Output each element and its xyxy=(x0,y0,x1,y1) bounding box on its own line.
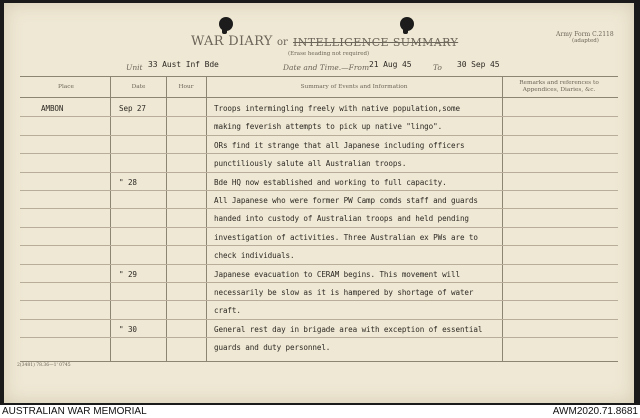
footer-institution: AUSTRALIAN WAR MEMORIAL xyxy=(2,406,147,417)
entry-summary-line: Troops intermingling freely with native population,some xyxy=(214,104,460,113)
row-rule xyxy=(20,135,618,136)
row-rule xyxy=(20,245,618,246)
column-header-hour: Hour xyxy=(178,84,194,90)
entry-place: AMBON xyxy=(41,104,64,113)
date-to-label: To xyxy=(433,63,442,72)
entry-summary-line: General rest day in brigade area with exception of essential xyxy=(214,324,483,334)
row-rule xyxy=(20,227,618,228)
entry-summary-line: handed into custody of Australian troops and held pending xyxy=(214,214,469,224)
entry-date: Sep 27 xyxy=(119,104,146,113)
row-rule xyxy=(20,116,618,117)
heading-note: (Erase heading not required) xyxy=(288,51,370,57)
entry-summary-line: making feverish attempts to pick up native "lingo". xyxy=(214,122,443,132)
entry-summary-line: investigation of activities. Three Australian ex PWs are to xyxy=(214,232,478,242)
unit-value: 33 Aust Inf Bde xyxy=(148,60,219,69)
entry-summary-line: Bde HQ now established and working to full capacity. xyxy=(214,177,447,187)
table-bottom-rule xyxy=(20,361,618,362)
entry-date: " 29 xyxy=(119,269,137,279)
form-title-struck: INTELLIGENCE SUMMARY xyxy=(293,36,459,49)
row-rule xyxy=(20,190,618,191)
footer-accession: AWM2020.71.8681 xyxy=(552,406,638,417)
entry-summary-line: ORs find it strange that all Japanese including officers xyxy=(214,140,465,150)
row-rule xyxy=(20,337,618,338)
date-to-value: 30 Sep 45 xyxy=(457,60,500,69)
row-rule xyxy=(20,264,618,265)
column-header-remarks: Remarks and references to Appendices, Diaries, &c. xyxy=(519,80,599,93)
row-rule xyxy=(20,319,618,320)
entry-date: " 30 xyxy=(119,324,137,334)
army-form-code: Army Form C.2118 xyxy=(556,31,614,38)
entry-summary-line: necessarily be slow as it is hampered by shortage of water xyxy=(214,288,474,297)
column-header-summary: Summary of Events and Information xyxy=(300,84,408,90)
column-header-place: Place xyxy=(58,84,74,90)
entry-summary-line: check individuals. xyxy=(214,251,295,261)
datetime-label: Date and Time.—From xyxy=(283,63,370,72)
row-rule xyxy=(20,172,618,173)
column-header-date: Date xyxy=(131,84,146,90)
date-from-value: 21 Aug 45 xyxy=(369,60,412,69)
entry-summary-line: All Japanese who were former PW Camp comds staff and guards xyxy=(214,196,478,205)
form-title: WAR DIARY xyxy=(191,34,273,49)
entry-summary-line: guards and duty personnel. xyxy=(214,343,331,353)
print-code: 2(3481) 78.36—1' 0745 xyxy=(17,363,71,368)
unit-label: Unit xyxy=(126,63,143,72)
form-title-or: or xyxy=(277,37,288,48)
army-form-sub: (adapted) xyxy=(572,38,599,44)
row-rule xyxy=(20,153,618,154)
entry-date: " 28 xyxy=(119,177,137,187)
row-rule xyxy=(20,208,618,209)
entry-summary-line: craft. xyxy=(214,306,241,316)
entry-summary-line: punctiliously salute all Australian troops. xyxy=(214,159,407,169)
entry-summary-line: Japanese evacuation to CERAM begins. This movement will xyxy=(214,269,460,279)
row-rule xyxy=(20,282,618,283)
row-rule xyxy=(20,300,618,301)
